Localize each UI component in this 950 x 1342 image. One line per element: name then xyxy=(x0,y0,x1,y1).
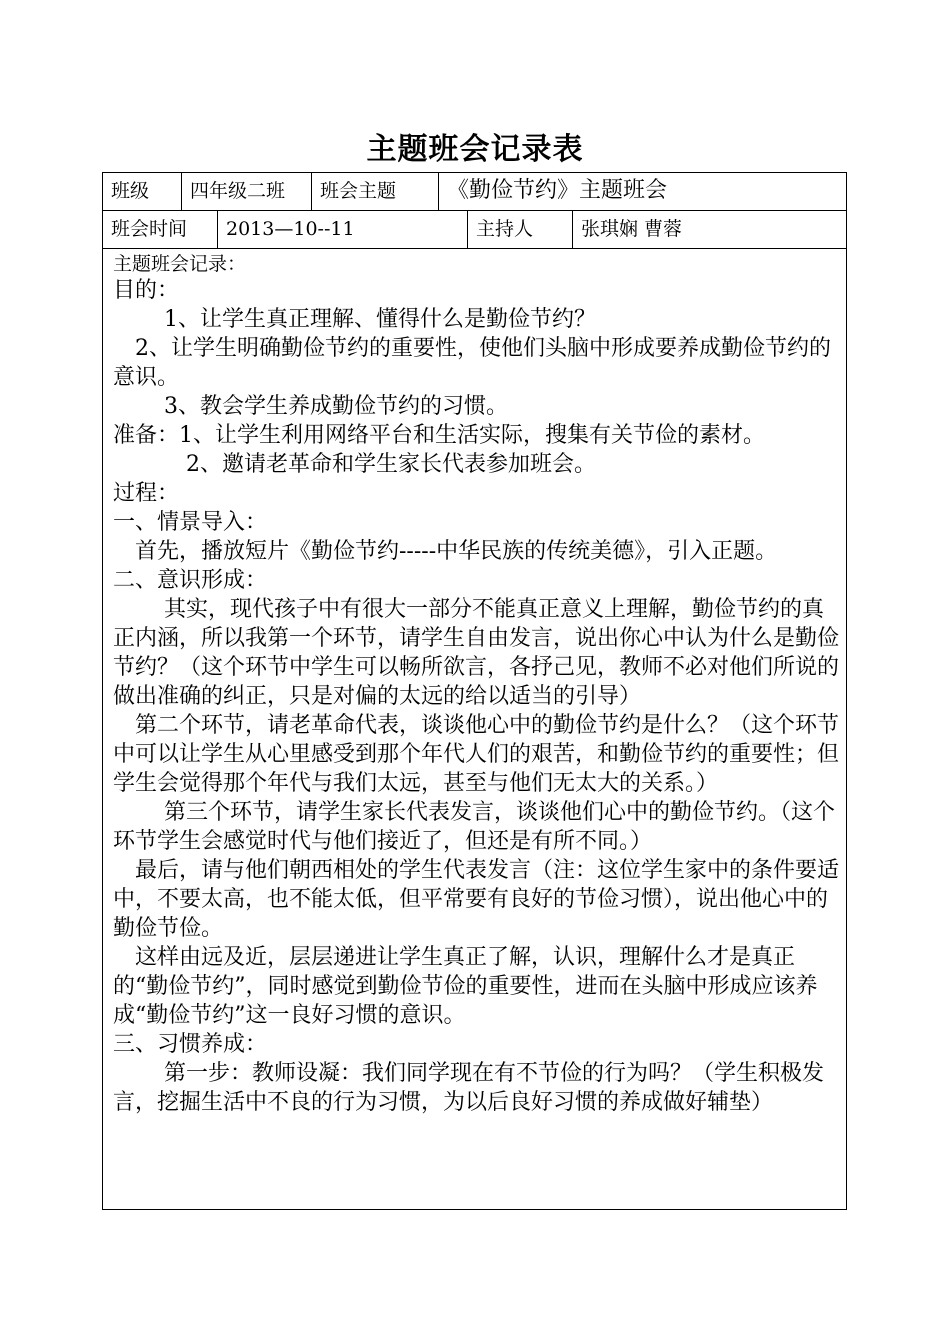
paragraph: 第一步：教师设凝：我们同学现在有不节俭的行为吗？（学生积极发言，挖掘生活中不良的行为习惯，为以后良好习惯的养成做好辅垫） xyxy=(113,1061,824,1115)
host-value: 张琪娴 曹蓉 xyxy=(581,218,683,240)
paragraph: 第三个环节，请学生家长代表发言，谈谈他们心中的勤俭节约。（这个环节学生会感觉时代与他们接近了，但还是有所不同。） xyxy=(113,800,835,854)
record-body xyxy=(103,249,846,1117)
theme-label: 班会主题 xyxy=(312,173,439,210)
page-title: 主题班会记录表 xyxy=(366,132,584,167)
class-value: 四年级二班 xyxy=(182,173,312,210)
paragraph: 3、教会学生养成勤俭节约的习惯。 xyxy=(113,394,508,419)
paragraph: 二、意识形成： xyxy=(113,568,268,593)
host-label: 主持人 xyxy=(468,211,573,248)
header-row-2 xyxy=(103,211,846,249)
header-row-1 xyxy=(103,173,846,211)
paragraph: 目的： xyxy=(113,278,180,303)
time-label: 班会时间 xyxy=(103,211,218,248)
paragraph: 过程： xyxy=(113,481,180,506)
paragraph: 2、邀请老革命和学生家长代表参加班会。 xyxy=(113,452,596,477)
time-value: 2013—10--11 xyxy=(218,211,468,248)
paragraph: 其实，现代孩子中有很大一部分不能真正意义上理解，勤俭节约的真正内涵，所以我第一个环节，请学生自由发言，说出你心中认为什么是勤俭节约？（这个环节中学生可以畅所欲言，各抒己见，教师不必对他们所说的做出准确的纠正，只是对偏的太远的给以适当的引导） xyxy=(113,597,840,709)
paragraph: 三、习惯养成： xyxy=(113,1032,268,1057)
paragraph: 首先，播放短片《勤俭节约-----中华民族的传统美德》，引入正题。 xyxy=(113,539,778,564)
paragraph: 第二个环节，请老革命代表，谈谈他心中的勤俭节约是什么？（这个环节中可以让学生从心里感受到那个年代人们的艰苦，和勤俭节约的重要性；但学生会觉得那个年代与我们太远，甚至与他们无太大的关系。） xyxy=(113,713,840,796)
record-label: 主题班会记录： xyxy=(113,253,247,275)
paragraph: 1、让学生真正理解、懂得什么是勤俭节约？ xyxy=(113,307,596,332)
record-table xyxy=(102,172,847,1210)
theme-value: 《勤俭节约》主题班会 xyxy=(447,178,668,203)
paragraph: 这样由远及近，层层递进让学生真正了解，认识，理解什么才是真正的“勤俭节约”，同时感觉到勤俭节俭的重要性，进而在头脑中形成应该养成“勤俭节约”这一良好习惯的意识。 xyxy=(113,945,818,1028)
paragraph: 2、让学生明确勤俭节约的重要性，使他们头脑中形成要养成勤俭节约的意识。 xyxy=(113,336,831,390)
paragraph: 最后，请与他们朝西相处的学生代表发言（注：这位学生家中的条件要适中，不要太高，也不能太低，但平常要有良好的节俭习惯），说出他心中的勤俭节俭。 xyxy=(113,858,840,941)
class-label: 班级 xyxy=(103,173,182,210)
paragraph: 准备：1、让学生利用网络平台和生活实际，搜集有关节俭的素材。 xyxy=(113,423,765,448)
paragraph: 一、情景导入： xyxy=(113,510,268,535)
